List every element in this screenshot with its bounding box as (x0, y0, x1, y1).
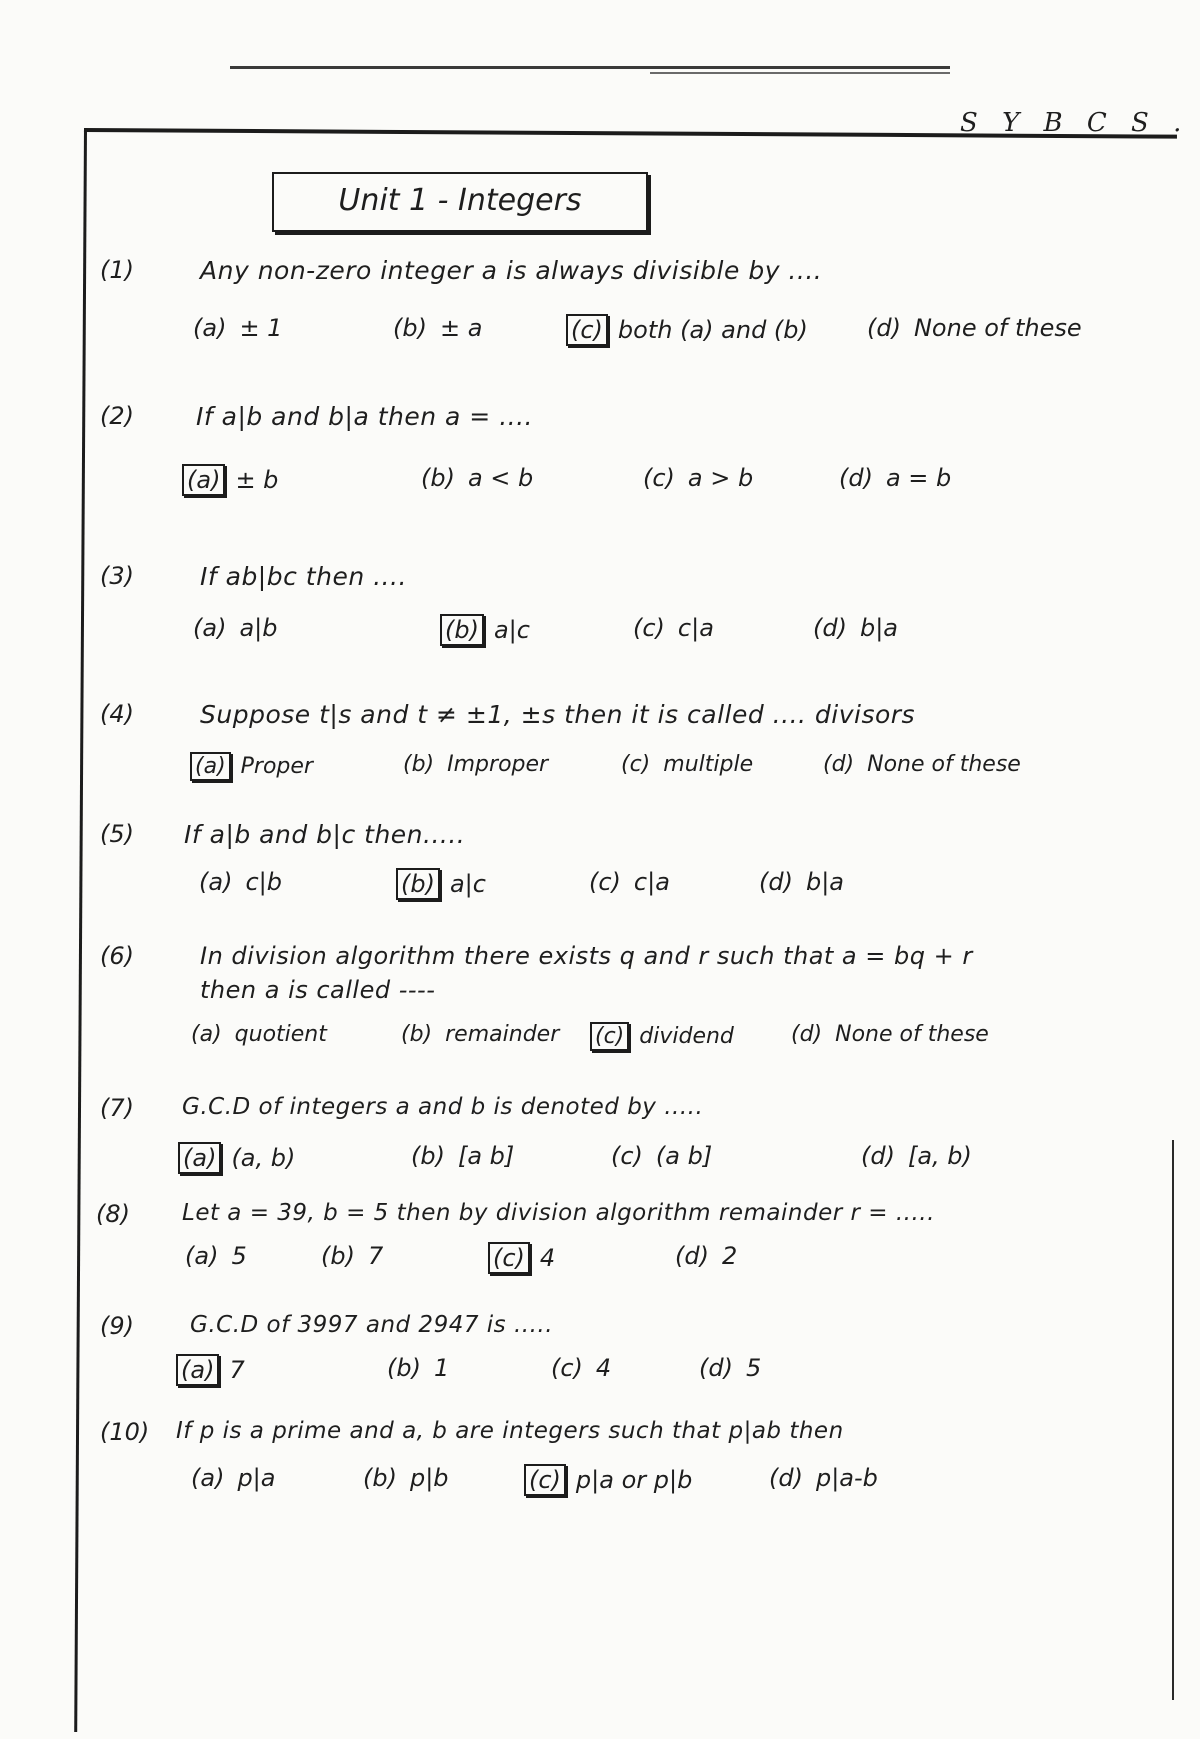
option-c-correct (488, 1242, 555, 1274)
option-b (398, 1022, 559, 1047)
option-text: b|a (805, 868, 844, 896)
option-letter: (b) (401, 1022, 433, 1047)
option-d (820, 752, 1021, 777)
option-letter: (c) (488, 1242, 530, 1274)
scan-top-rule-faint (650, 72, 950, 74)
option-b (400, 752, 548, 777)
question-text: If a|b and b|a then a = .... (196, 402, 533, 431)
option-a-correct (182, 464, 278, 496)
question-text: If p is a prime and a, b are integers such that p|ab then (176, 1418, 844, 1444)
option-text: remainder (445, 1022, 560, 1047)
option-c (548, 1354, 611, 1382)
option-letter: (c) (589, 868, 621, 896)
question-text: In division algorithm there exists q and r such that a = bq + r (200, 942, 973, 970)
question-number: (7) (100, 1094, 134, 1122)
option-text: a > b (687, 464, 754, 492)
option-text: Proper (240, 754, 313, 779)
option-letter: (d) (699, 1354, 733, 1382)
question-number: (2) (100, 402, 134, 430)
option-text: b|a (859, 614, 898, 642)
question-number: (1) (100, 256, 134, 284)
option-text: multiple (663, 752, 754, 777)
option-text: 2 (721, 1242, 738, 1270)
option-letter: (c) (643, 464, 675, 492)
option-text: c|a (677, 614, 714, 642)
unit-title: Unit 1 - Integers (272, 172, 648, 232)
option-text: (a, b) (231, 1144, 296, 1172)
option-letter: (c) (611, 1142, 643, 1170)
option-d (672, 1242, 737, 1270)
option-letter: (a) (191, 1464, 225, 1492)
option-text: p|a-b (815, 1464, 878, 1492)
option-b (418, 464, 533, 492)
option-d (766, 1464, 878, 1492)
option-a (190, 614, 277, 642)
option-letter: (a) (178, 1142, 221, 1174)
option-text: 5 (745, 1354, 762, 1382)
option-text: [a, b) (907, 1142, 972, 1170)
option-letter: (c) (551, 1354, 583, 1382)
option-b-correct (440, 614, 530, 646)
option-text: p|a or p|b (575, 1466, 693, 1494)
option-letter: (a) (193, 614, 227, 642)
option-c (630, 614, 714, 642)
option-letter: (b) (396, 868, 440, 900)
option-letter: (c) (621, 752, 651, 777)
option-text: a|c (449, 870, 486, 898)
page-frame-right-line (1172, 1140, 1174, 1700)
option-text: a|b (239, 614, 278, 642)
option-text: p|b (409, 1464, 449, 1492)
option-a-correct (176, 1354, 245, 1386)
option-b (384, 1354, 449, 1382)
option-letter: (b) (440, 614, 484, 646)
option-letter: (a) (199, 868, 233, 896)
option-text: ± b (235, 466, 279, 494)
option-text: ± a (439, 314, 483, 342)
option-letter: (d) (759, 868, 793, 896)
question-text: Let a = 39, b = 5 then by division algorithm remainder r = ..... (182, 1200, 935, 1226)
option-b (390, 314, 482, 342)
course-code: S Y B C S . (960, 108, 1190, 138)
option-text: a|c (493, 616, 530, 644)
option-letter: (a) (185, 1242, 219, 1270)
question-text: Suppose t|s and t ≠ ±1, ±s then it is called .... divisors (200, 700, 916, 729)
option-letter: (b) (421, 464, 455, 492)
option-b (318, 1242, 383, 1270)
option-text: both (a) and (b) (617, 316, 808, 344)
question-number: (5) (100, 820, 134, 848)
option-text: 4 (595, 1354, 612, 1382)
option-d (810, 614, 898, 642)
option-letter: (c) (590, 1022, 629, 1051)
option-letter: (a) (193, 314, 227, 342)
option-d (696, 1354, 761, 1382)
question-text: Any non-zero integer a is always divisible by .... (200, 256, 823, 285)
option-text: 4 (539, 1244, 556, 1272)
option-letter: (a) (176, 1354, 219, 1386)
question-number: (8) (96, 1200, 130, 1228)
option-letter: (b) (403, 752, 435, 777)
option-a (196, 868, 282, 896)
option-letter: (a) (182, 464, 225, 496)
option-text: [a b] (457, 1142, 515, 1170)
option-a-correct (178, 1142, 295, 1174)
question-text: G.C.D of 3997 and 2947 is ..... (190, 1312, 554, 1338)
option-letter: (c) (524, 1464, 566, 1496)
option-text: quotient (234, 1022, 327, 1047)
question-text-continuation: then a is called ---- (200, 976, 436, 1004)
option-c-correct (590, 1022, 734, 1051)
option-c-correct (566, 314, 808, 346)
option-text: ± 1 (239, 314, 283, 342)
option-text: None of these (867, 752, 1021, 777)
option-letter: (a) (191, 1022, 222, 1047)
option-a (182, 1242, 247, 1270)
option-letter: (d) (769, 1464, 803, 1492)
option-c (608, 1142, 712, 1170)
option-b (360, 1464, 449, 1492)
option-c (618, 752, 753, 777)
option-letter: (d) (813, 614, 847, 642)
option-letter: (d) (791, 1022, 823, 1047)
option-letter: (b) (393, 314, 427, 342)
option-a (190, 314, 282, 342)
option-letter: (b) (321, 1242, 355, 1270)
option-letter: (d) (839, 464, 873, 492)
option-d (756, 868, 844, 896)
question-number: (6) (100, 942, 134, 970)
question-text: If a|b and b|c then..... (184, 820, 466, 849)
option-letter: (b) (363, 1464, 397, 1492)
option-a (188, 1464, 275, 1492)
option-text: c|a (633, 868, 670, 896)
option-letter: (d) (861, 1142, 895, 1170)
option-c-correct (524, 1464, 692, 1496)
option-text: 7 (229, 1356, 245, 1384)
option-b (408, 1142, 514, 1170)
option-d (864, 314, 1082, 342)
option-letter: (a) (190, 752, 231, 781)
option-text: dividend (639, 1024, 734, 1049)
option-text: None of these (913, 314, 1082, 342)
option-letter: (c) (566, 314, 608, 346)
option-text: 5 (231, 1242, 247, 1270)
question-number: (9) (100, 1312, 134, 1340)
option-a (188, 1022, 327, 1047)
option-text: a = b (885, 464, 952, 492)
option-c (640, 464, 753, 492)
option-text: 1 (433, 1354, 450, 1382)
option-text: p|a (237, 1464, 276, 1492)
option-b-correct (396, 868, 486, 900)
option-letter: (c) (633, 614, 665, 642)
option-text: (a b] (655, 1142, 713, 1170)
option-d (858, 1142, 972, 1170)
option-a-correct (190, 752, 313, 781)
option-letter: (b) (387, 1354, 421, 1382)
option-letter: (d) (823, 752, 855, 777)
option-letter: (d) (675, 1242, 709, 1270)
option-text: 7 (367, 1242, 384, 1270)
question-text: G.C.D of integers a and b is denoted by ..... (182, 1094, 704, 1120)
question-number: (10) (100, 1418, 150, 1446)
question-text: If ab|bc then .... (200, 562, 407, 591)
scan-top-rule (230, 66, 950, 69)
option-letter: (d) (867, 314, 901, 342)
page-frame (74, 128, 1177, 1739)
option-c (586, 868, 670, 896)
question-number: (4) (100, 700, 134, 728)
option-text: Improper (447, 752, 549, 777)
option-text: None of these (835, 1022, 989, 1047)
option-letter: (b) (411, 1142, 445, 1170)
option-text: a < b (467, 464, 534, 492)
option-d (836, 464, 951, 492)
option-d (788, 1022, 989, 1047)
question-number: (3) (100, 562, 134, 590)
option-text: c|b (245, 868, 282, 896)
